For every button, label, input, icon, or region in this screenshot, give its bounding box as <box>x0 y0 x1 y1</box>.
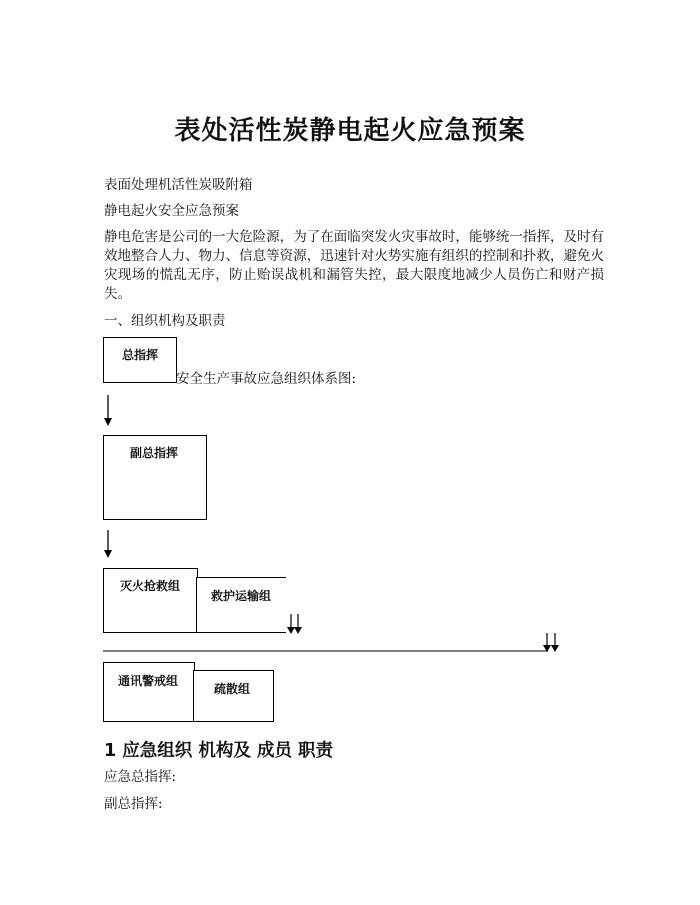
comms-team-label: 通讯警戒组 <box>118 674 179 688</box>
document-title: 表处活性炭静电起火应急预案 <box>174 116 526 146</box>
subtitle-line-2: 静电起火安全应急预案 <box>104 203 239 219</box>
rescue-team-label: 救护运输组 <box>211 589 272 603</box>
commander-line: 应急总指挥: <box>104 769 177 785</box>
fire-team-label: 灭火抢救组 <box>120 579 181 593</box>
evac-team-box <box>193 670 274 722</box>
deputy-box <box>103 435 207 520</box>
rescue-team-box <box>196 577 286 633</box>
arrow-head-3b <box>294 627 302 634</box>
arrow-head-2 <box>104 550 112 558</box>
arrow-head-4b <box>551 645 559 652</box>
evac-team-label: 疏散组 <box>214 682 251 696</box>
diagram-caption: 安全生产事故应急组织体系图: <box>176 371 357 387</box>
commander-label: 总指挥 <box>122 348 159 362</box>
fire-team-box <box>103 568 198 633</box>
deputy-label: 副总指挥 <box>130 446 179 460</box>
arrow-head-3a <box>287 627 295 634</box>
deputy-line: 副总指挥: <box>104 796 163 812</box>
subtitle-line: 表面处理机活性炭吸附箱 <box>104 177 253 193</box>
section-heading: 一、组织机构及职责 <box>104 313 226 329</box>
comms-team-box <box>103 662 195 722</box>
arrow-head-1 <box>104 418 112 426</box>
intro-paragraph: 静电危害是公司的一大危险源，为了在面临突发火灾事故时，能够统一指挥，及时有效地整合人力、物力、信息等资源，迅速针对火势实施有组织的控制和扑救，避免火灾现场的慌乱无序，防止贻误战机和漏管失控，最大限度地减少人员伤亡和财产损失。 <box>104 229 604 302</box>
section-1-heading: 1 应急组织 机构及 成员 职责 <box>104 741 334 761</box>
